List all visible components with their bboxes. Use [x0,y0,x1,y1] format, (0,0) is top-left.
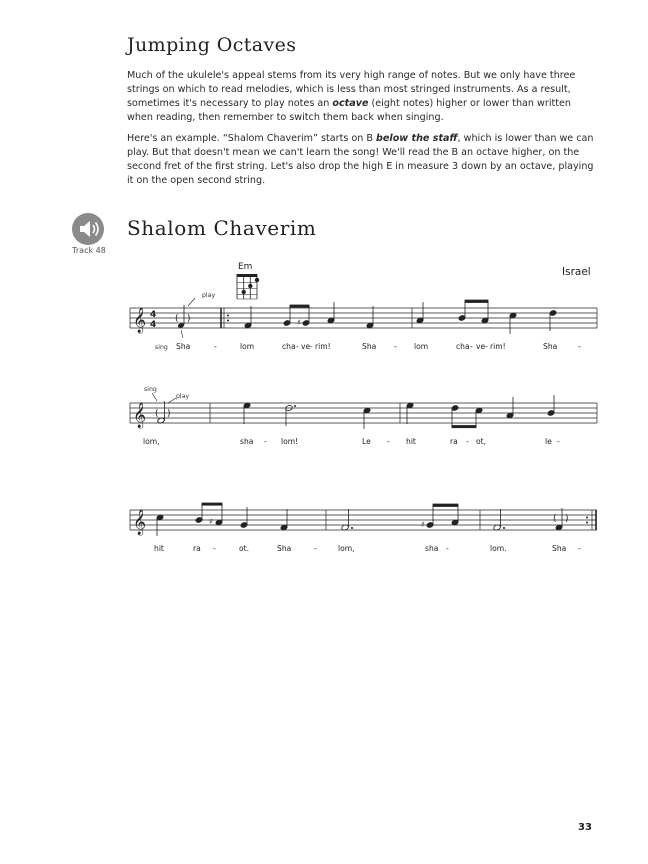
staff-system-1 [0,290,648,360]
speaker-icon[interactable] [72,213,104,245]
page-number: 33 [578,822,592,833]
lyrics-line-3 [154,544,581,553]
staff-system-3 [0,492,648,562]
svg-text:-: - [387,437,390,446]
speaker-glyph [72,213,104,245]
lyrics-line-2 [143,437,560,446]
svg-text:(: ( [553,514,557,524]
svg-text:-: - [485,342,488,351]
svg-text:-: - [470,342,473,351]
svg-text:sha: sha [240,437,254,446]
svg-text:♯: ♯ [209,517,213,526]
svg-text:hit: hit [406,437,416,446]
svg-text:sha: sha [425,544,439,553]
svg-text:ve: ve [301,342,311,351]
svg-text:): ) [187,314,191,324]
svg-text:-: - [394,342,397,351]
svg-text:♯: ♯ [297,318,301,327]
svg-text:-: - [213,544,216,553]
play-label-2: play [176,393,190,400]
svg-text:-: - [264,437,267,446]
svg-text:le: le [545,437,552,446]
svg-text:Sha: Sha [362,342,377,351]
svg-text:ve: ve [476,342,486,351]
svg-text:Sha: Sha [552,544,567,553]
svg-text:ot.: ot. [239,544,250,553]
sing-label-2: sing [144,386,157,393]
para1-tail: (eight notes) higher or lower than written when reading, then remember to switch them back when singing. [127,98,571,123]
svg-text:lom.: lom. [490,544,507,553]
svg-text:Le: Le [362,437,371,446]
lyrics-line-1 [176,342,581,351]
svg-text:cha: cha [456,342,470,351]
svg-text:-: - [446,544,449,553]
treble-clef-2: 𝄞 [133,403,147,428]
chord-name: Em [238,262,253,272]
svg-text:ot,: ot, [476,437,487,446]
svg-text:lom,: lom, [338,544,355,553]
svg-text:hit: hit [154,544,164,553]
svg-text:-: - [310,342,313,351]
time-sig-bottom: 4 [150,320,157,330]
octave-term: octave [332,98,369,109]
staff-system-2 [0,385,648,455]
svg-text:ra: ra [193,544,201,553]
svg-text:♯: ♯ [421,520,425,529]
para1-text: Much of the ukulele's appeal stems from its very high range of notes. But we only have three strings on which to read melodies, which is less than most stringed instruments. As a result, sometimes it's necessary to play notes an [127,70,576,109]
svg-text:Sha: Sha [176,342,191,351]
svg-text:-: - [578,544,581,553]
svg-text:): ) [565,514,569,524]
svg-text:-: - [214,342,217,351]
track-label: Track 48 [72,246,106,255]
svg-text:rim!: rim! [315,342,331,351]
song-title: Shalom Chaverim [127,216,317,240]
para2-tail: , which is lower than we can play. But that doesn't mean we can't learn the song! We'll read the B an octave higher, on the second fret of the first string. Let's also drop the high E in measure 3 down by an octave, playing it on the open second string. [127,133,594,186]
svg-text:-: - [314,544,317,553]
svg-text:lom: lom [414,342,429,351]
svg-text:(: ( [175,314,179,324]
treble-clef: 𝄞 [133,308,147,333]
svg-text:-: - [296,342,299,351]
svg-text:-: - [557,437,560,446]
intro-paragraph-1 [127,69,597,125]
svg-text:-: - [578,342,581,351]
song-origin: Israel [562,266,591,278]
time-sig-top: 4 [150,310,157,320]
sing-label-1: sing [155,344,168,351]
play-label-1: play [202,292,216,299]
svg-text:cha: cha [282,342,296,351]
treble-clef-3: 𝄞 [133,510,147,535]
svg-text:lom!: lom! [281,437,299,446]
section-heading: Jumping Octaves [127,34,297,56]
below-staff-term: below the staff [376,133,458,144]
para2-text: Here's an example. “Shalom Chaverim” starts on B [127,133,377,144]
svg-text:lom,: lom, [143,437,160,446]
intro-paragraph-2 [127,132,597,188]
svg-text:(: ( [155,409,159,419]
svg-text:): ) [167,409,171,419]
svg-text:Sha: Sha [277,544,292,553]
svg-text:ra: ra [450,437,458,446]
svg-text:-: - [466,437,469,446]
svg-text:Sha: Sha [543,342,558,351]
svg-text:rim!: rim! [490,342,506,351]
svg-text:lom: lom [240,342,255,351]
